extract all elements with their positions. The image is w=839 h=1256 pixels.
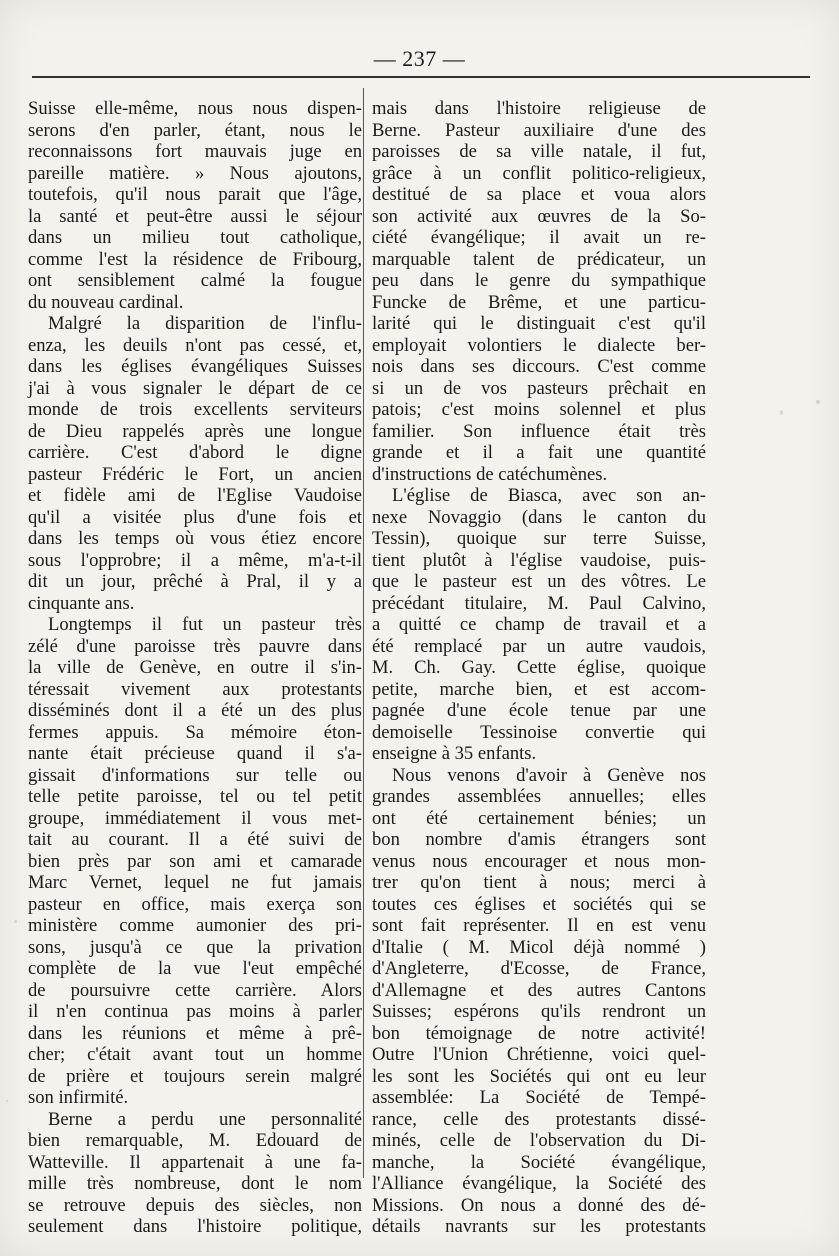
text-line: et fidèle ami de l'Eglise Vaudoise bbox=[28, 485, 362, 506]
text-line: rance, celle des protestants dissé- bbox=[372, 1108, 706, 1130]
text-line: son activité aux œuvres de la So- bbox=[372, 205, 706, 227]
text-line: peu dans le genre du sympathique bbox=[372, 270, 706, 291]
text-line: larité qui le distinguait c'est qu'il bbox=[372, 313, 706, 334]
text-line: cinquante ans. bbox=[28, 592, 135, 614]
text-line: comme l'est la résidence de Fribourg, bbox=[28, 248, 362, 270]
text-line: dans les réunions et même à prê- bbox=[28, 1022, 362, 1044]
text-line: Malgré la disparition de l'influ- bbox=[48, 313, 362, 334]
text-line: fermes appuis. Sa mémoire éton- bbox=[28, 721, 362, 743]
text-line: mille très nombreuse, dont le nom bbox=[28, 1173, 362, 1194]
text-line: l'Alliance évangélique, la Société des bbox=[372, 1173, 706, 1194]
text-line: serons d'en parler, étant, nous le bbox=[28, 119, 362, 141]
text-line: sous l'opprobre; il a même, m'a-t-il bbox=[28, 549, 362, 571]
text-line: assemblée: La Société de Tempé- bbox=[372, 1087, 706, 1108]
text-line: L'église de Biasca, avec son an- bbox=[392, 485, 706, 506]
text-line: petite, marche bien, et est accom- bbox=[372, 678, 706, 700]
text-line: de Dieu rappelés après une longue bbox=[28, 420, 362, 442]
text-line: dit un jour, prêché à Pral, il y a bbox=[28, 571, 362, 592]
text-line: grande et il a fait une quantité bbox=[372, 442, 706, 463]
text-line: ciété évangélique; il avait un re- bbox=[372, 227, 706, 248]
text-line: nois dans ses diccours. C'est comme bbox=[372, 356, 706, 377]
text-line: pasteur en office, mais exerça son bbox=[28, 893, 362, 915]
text-line: Missions. On nous a donné des dé- bbox=[372, 1194, 706, 1216]
text-line: bien près par son ami et camarade bbox=[28, 850, 362, 872]
text-line: d'instructions de catéchumènes. bbox=[372, 463, 608, 485]
text-line: que le pasteur est un des vôtres. Le bbox=[372, 571, 706, 592]
text-line: j'ai à vous signaler le départ de ce bbox=[28, 377, 362, 399]
text-line: carrière. C'est d'abord le digne bbox=[28, 442, 362, 463]
text-line: reconnaissons fort mauvais juge en bbox=[28, 141, 362, 162]
text-line: sont fait représenter. Il en est venu bbox=[372, 915, 706, 936]
text-line: qu'il a visitée plus d'une fois et bbox=[28, 506, 362, 528]
text-line: nexe Novaggio (dans le canton du bbox=[372, 506, 706, 528]
text-line: bon nombre d'amis étrangers sont bbox=[372, 829, 706, 850]
text-line: de prière et toujours serein malgré bbox=[28, 1065, 362, 1087]
text-line: se retrouve depuis des siècles, non bbox=[28, 1194, 362, 1216]
text-line: du nouveau cardinal. bbox=[28, 291, 184, 313]
left-column bbox=[28, 98, 362, 1238]
text-line: tait au courant. Il a été suivi de bbox=[28, 829, 362, 850]
paper-speck bbox=[6, 1100, 8, 1102]
text-line: d'Angleterre, d'Ecosse, de France, bbox=[372, 958, 706, 979]
text-line: telle petite paroisse, tel ou tel petit bbox=[28, 786, 362, 807]
text-line: familier. Son influence était très bbox=[372, 420, 706, 442]
text-line: a quitté ce champ de travail et a bbox=[372, 614, 706, 635]
text-line: demoiselle Tessinoise convertie qui bbox=[372, 721, 706, 743]
text-line: pareille matière. » Nous ajoutons, bbox=[28, 162, 362, 184]
text-line: téressait vivement aux protestants bbox=[28, 678, 362, 700]
text-line: Outre l'Union Chrétienne, voici quel- bbox=[372, 1044, 706, 1065]
text-line: patois; c'est moins solennel et plus bbox=[372, 399, 706, 420]
text-line: Berne. Pasteur auxiliaire d'une des bbox=[372, 119, 706, 141]
paper-speck bbox=[14, 920, 17, 923]
text-line: précédant titulaire, M. Paul Calvino, bbox=[372, 592, 706, 614]
text-line: toutes ces églises et sociétés qui se bbox=[372, 893, 706, 915]
text-line: détails navrants sur les protestants bbox=[372, 1216, 706, 1237]
text-line: d'Allemagne et des autres Cantons bbox=[372, 979, 706, 1001]
text-line: nante était précieuse quand il s'a- bbox=[28, 743, 362, 764]
text-line: Suisse elle-même, nous nous dispen- bbox=[28, 98, 362, 119]
text-line: son infirmité. bbox=[28, 1087, 129, 1108]
text-line: enza, les deuils n'ont pas cessé, et, bbox=[28, 334, 362, 356]
text-line: la santé et peut-être aussi le séjour bbox=[28, 205, 362, 227]
text-line: grâce à un conflit politico-religieux, bbox=[372, 162, 706, 184]
text-line: été remplacé par un autre vaudois, bbox=[372, 635, 706, 657]
text-line: la ville de Genève, en outre il s'in- bbox=[28, 657, 362, 678]
text-line: dans les temps où vous étiez encore bbox=[28, 528, 362, 549]
page-number: — 237 — bbox=[373, 46, 466, 71]
text-line: gissait d'informations sur telle ou bbox=[28, 764, 362, 786]
text-line: Funcke de Brême, et une particu- bbox=[372, 291, 706, 313]
text-line: pagnée d'une école tenue par une bbox=[372, 700, 706, 721]
text-line: si un de vos pasteurs prêchait en bbox=[372, 377, 706, 399]
text-line: marquable talent de prédicateur, un bbox=[372, 248, 706, 270]
text-line: ont sensiblement calmé la fougue bbox=[28, 270, 362, 291]
text-line: cher; c'était avant tout un homme bbox=[28, 1044, 362, 1065]
text-line: bon témoignage de notre activité! bbox=[372, 1022, 706, 1044]
text-line: minés, celle de l'observation du Di- bbox=[372, 1130, 706, 1151]
text-line: venus nous encourager et nous mon- bbox=[372, 850, 706, 872]
text-line: ministère comme aumonier des pri- bbox=[28, 915, 362, 936]
text-line: paroisses de sa ville natale, il fut, bbox=[372, 141, 706, 162]
paper-speck bbox=[816, 400, 820, 404]
text-line: enseigne à 35 enfants. bbox=[372, 743, 537, 764]
text-line: Longtemps il fut un pasteur très bbox=[48, 614, 362, 635]
text-line: Tessin), quoique sur terre Suisse, bbox=[372, 528, 706, 549]
text-line: destitué de sa place et voua alors bbox=[372, 184, 706, 205]
text-line: trer qu'on tient à nous; merci à bbox=[372, 872, 706, 893]
text-line: toutefois, qu'il nous parait que l'âge, bbox=[28, 184, 362, 205]
text-line: Suisses; espérons qu'ils rendront un bbox=[372, 1001, 706, 1022]
text-line: Nous venons d'avoir à Genève nos bbox=[392, 764, 706, 786]
column-divider bbox=[363, 88, 364, 1178]
header-rule bbox=[32, 76, 810, 78]
text-line: les sont les Sociétés qui ont eu leur bbox=[372, 1065, 706, 1087]
text-line: Watteville. Il appartenait à une fa- bbox=[28, 1151, 362, 1173]
paper-speck bbox=[780, 410, 783, 415]
text-line: seulement dans l'histoire politique, bbox=[28, 1216, 362, 1237]
text-line: employait volontiers le dialecte ber- bbox=[372, 334, 706, 356]
text-line: dans les églises évangéliques Suisses bbox=[28, 356, 362, 377]
text-line: dans un milieu tout catholique, bbox=[28, 227, 362, 248]
text-line: sons, jusqu'à ce que la privation bbox=[28, 936, 362, 958]
text-line: zélé d'une paroisse très pauvre dans bbox=[28, 635, 362, 657]
text-line: tient plutôt à l'église vaudoise, puis- bbox=[372, 549, 706, 571]
text-line: mais dans l'histoire religieuse de bbox=[372, 98, 706, 119]
text-line: bien remarquable, M. Edouard de bbox=[28, 1130, 362, 1151]
text-line: Marc Vernet, lequel ne fut jamais bbox=[28, 872, 362, 893]
text-line: monde de trois excellents serviteurs bbox=[28, 399, 362, 420]
text-line: d'Italie ( M. Micol déjà nommé ) bbox=[372, 936, 706, 958]
text-line: de poursuivre cette carrière. Alors bbox=[28, 979, 362, 1001]
text-line: M. Ch. Gay. Cette église, quoique bbox=[372, 657, 706, 678]
text-line: Berne a perdu une personnalité bbox=[48, 1108, 362, 1130]
text-line: il n'en continua pas moins à parler bbox=[28, 1001, 362, 1022]
right-column bbox=[372, 98, 706, 1238]
text-line: grandes assemblées annuelles; elles bbox=[372, 786, 706, 807]
text-line: pasteur Frédéric le Fort, un ancien bbox=[28, 463, 362, 485]
text-line: ont été certainement bénies; un bbox=[372, 807, 706, 829]
text-line: disséminés dont il a été un des plus bbox=[28, 700, 362, 721]
text-line: complète de la vue l'eut empêché bbox=[28, 958, 362, 979]
text-line: groupe, immédiatement il vous met- bbox=[28, 807, 362, 829]
text-line: manche, la Société évangélique, bbox=[372, 1151, 706, 1173]
